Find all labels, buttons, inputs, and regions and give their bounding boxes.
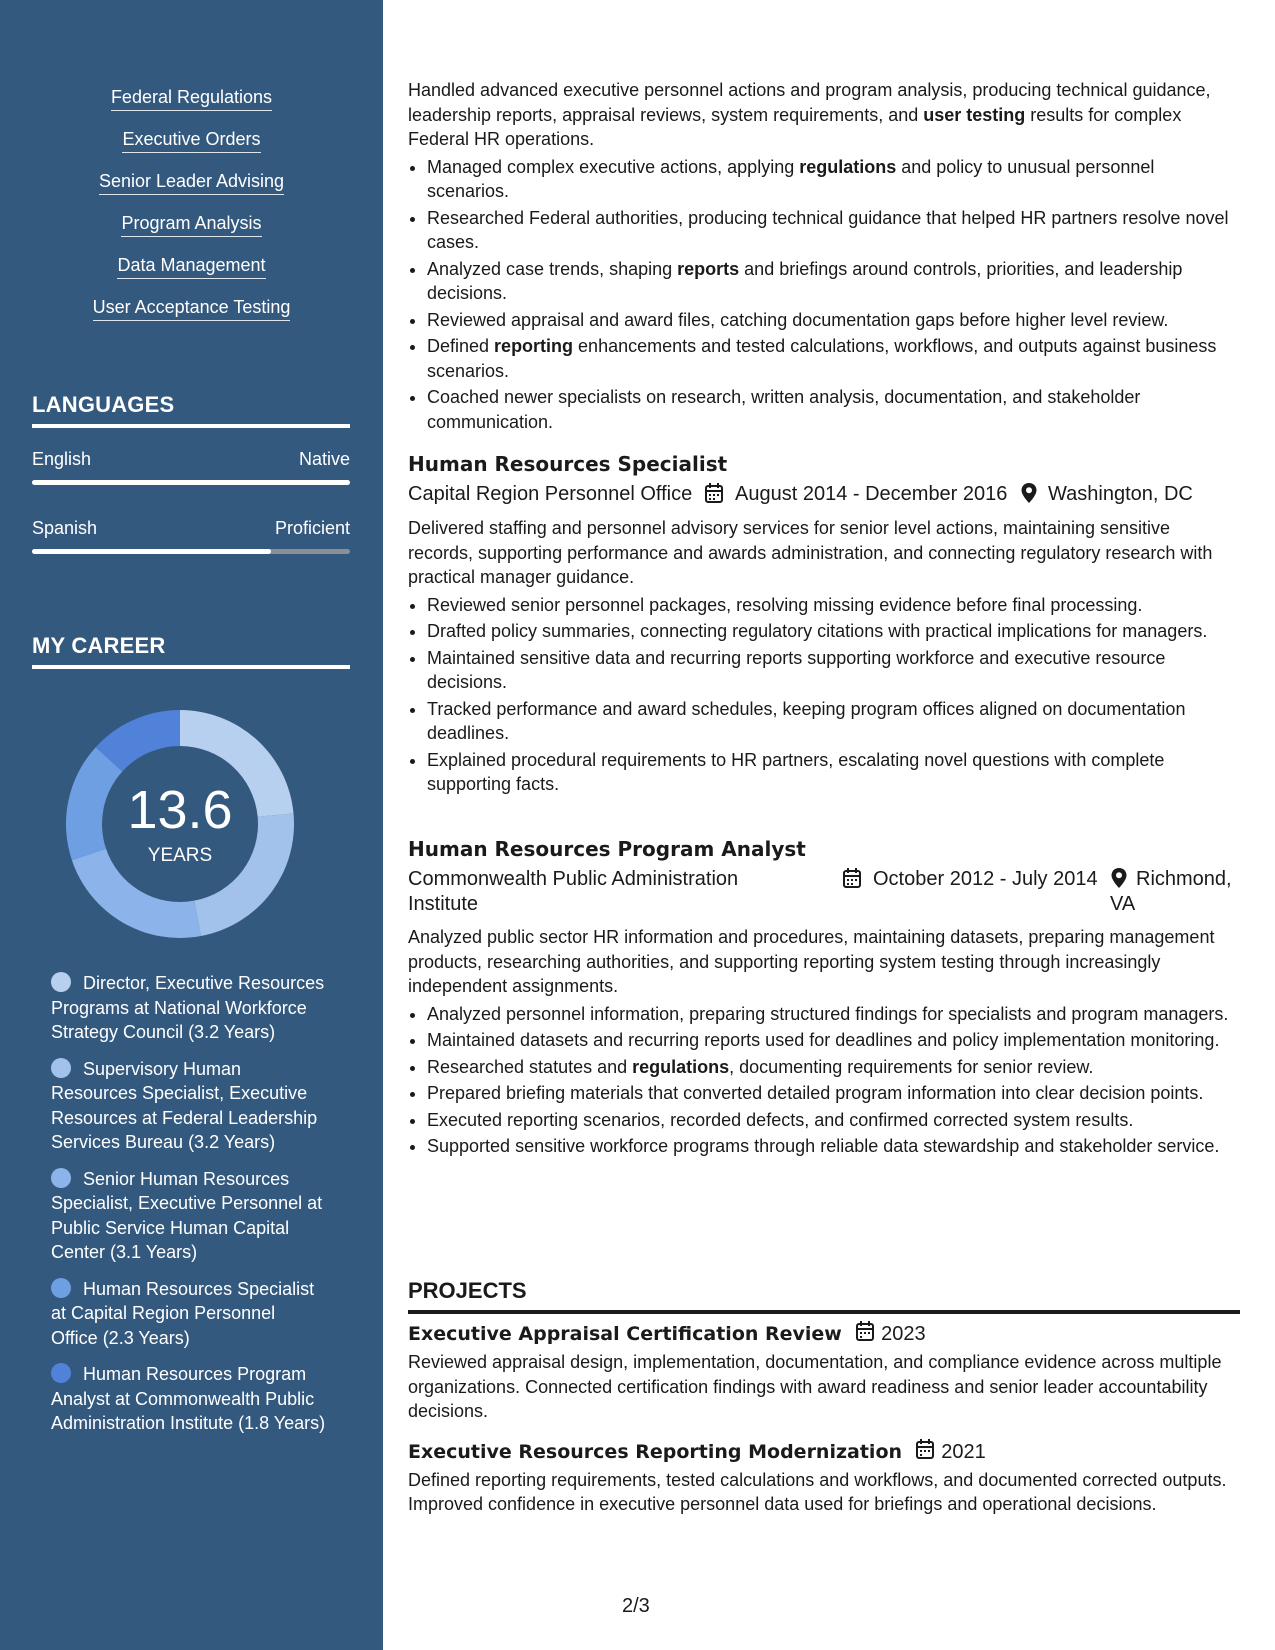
job-dates: October 2012 - July 2014 <box>873 868 1098 890</box>
job-location: Washington, DC <box>1048 483 1193 505</box>
job-section <box>408 450 1240 799</box>
calendar-icon <box>704 482 724 511</box>
job-bullets <box>408 1002 1240 1159</box>
career-legend-text: Senior Human Resources Specialist, Executive Personnel at Public Service Human Capital Center (3.1 Years) <box>51 1168 323 1262</box>
project-title: Executive Appraisal Certification Review <box>408 1323 842 1345</box>
calendar-icon <box>842 867 862 896</box>
intro-bullets <box>408 155 1240 435</box>
skill-link[interactable]: User Acceptance Testing <box>93 296 291 321</box>
skill-link[interactable]: Federal Regulations <box>111 86 272 111</box>
job-organization: Commonwealth Public Administration <box>408 868 739 890</box>
career-legend-text: Supervisory Human Resources Specialist, Executive Resources at Federal Leadership Services Bureau (3.2 Years) <box>51 1058 318 1152</box>
career-legend-item <box>51 971 326 1045</box>
project-year: 2021 <box>941 1440 986 1463</box>
intro-summary: Handled advanced executive personnel actions and program analysis, producing technical guidance, leadership reports, appraisal reviews, system requirements, and user testing results for complex Federal HR operations. <box>408 80 1211 149</box>
legend-dot <box>51 1058 71 1078</box>
language-name: English <box>32 449 92 469</box>
list-item: • Executed reporting scenarios, recorded defects, and confirmed corrected system results. <box>427 1108 1240 1133</box>
location-pin-icon <box>1020 482 1038 511</box>
list-item: • Researched Federal authorities, producing technical guidance that helped HR partners resolve novel cases. <box>427 206 1240 255</box>
project-item <box>408 1438 1240 1517</box>
legend-dot <box>51 972 71 992</box>
intro-section <box>408 78 1240 436</box>
language-level: Native <box>298 449 350 469</box>
job-meta <box>408 481 1240 509</box>
list-item: • Managed complex executive actions, applying regulations and policy to unusual personnel scenarios. <box>427 155 1240 204</box>
language-name: Spanish <box>32 518 98 538</box>
calendar-icon <box>915 1438 935 1468</box>
page-number: 2/3 <box>622 1595 650 1617</box>
list-item: • Defined reporting enhancements and tested calculations, workflows, and outputs against business scenarios. <box>427 334 1240 383</box>
job-location: Richmond, <box>1136 868 1232 890</box>
career-legend-item <box>51 1277 326 1351</box>
job-section <box>408 835 1240 1161</box>
career-legend-item <box>51 1167 326 1265</box>
language-bar <box>32 549 350 554</box>
list-item: • Drafted policy summaries, connecting regulatory citations with practical implications for managers. <box>427 619 1240 644</box>
language-bar-fill <box>32 480 350 485</box>
language-bar-fill <box>32 549 271 554</box>
project-description: Reviewed appraisal design, implementation, documentation, and compliance evidence across multiple organizations. Connected certification findings with award readiness and senior leader accountability decisions. <box>408 1352 1222 1421</box>
language-level: Proficient <box>274 518 350 538</box>
list-item: • Reviewed appraisal and award files, catching documentation gaps before higher level review. <box>427 308 1240 333</box>
legend-dot <box>51 1278 71 1298</box>
list-item: • Researched statutes and regulations, documenting requirements for senior review. <box>427 1055 1240 1080</box>
sidebar <box>0 0 383 1650</box>
job-title: Human Resources Program Analyst <box>408 837 806 861</box>
list-item: • Coached newer specialists on research, written analysis, documentation, and stakeholder communication. <box>427 385 1240 434</box>
list-item: • Tracked performance and award schedules, keeping program offices aligned on documentation deadlines. <box>427 697 1240 746</box>
calendar-icon <box>855 1320 875 1350</box>
project-header <box>408 1320 1240 1350</box>
list-item: • Analyzed case trends, shaping reports and briefings around controls, priorities, and leadership decisions. <box>427 257 1240 306</box>
skill-link[interactable]: Executive Orders <box>122 128 260 153</box>
skill-link[interactable]: Senior Leader Advising <box>99 170 284 195</box>
list-item: • Analyzed personnel information, preparing structured findings for specialists and program managers. <box>427 1002 1240 1027</box>
skill-link[interactable]: Data Management <box>117 254 265 279</box>
project-item <box>408 1320 1240 1424</box>
job-summary: Delivered staffing and personnel advisory services for senior level actions, maintaining sensitive records, supporting performance and awards administration, and connecting regulatory research with practical manager guidance. <box>408 518 1213 587</box>
legend-dot <box>51 1168 71 1188</box>
career-legend-text: Human Resources Specialist at Capital Region Personnel Office (2.3 Years) <box>51 1278 315 1348</box>
career-total-years: 13.6 <box>127 780 233 840</box>
main-content <box>408 0 1240 1650</box>
career-legend-text: Human Resources Program Analyst at Commonwealth Public Administration Institute (1.8 Years) <box>51 1364 326 1433</box>
job-bullets <box>408 593 1240 797</box>
job-location-cont: VA <box>1110 893 1136 915</box>
job-dates: August 2014 - December 2016 <box>735 483 1008 505</box>
project-title: Executive Resources Reporting Modernization <box>408 1440 903 1463</box>
career-legend-item <box>51 1362 326 1436</box>
list-item: • Supported sensitive workforce programs through reliable data stewardship and stakeholder service. <box>427 1134 1240 1159</box>
job-summary: Analyzed public sector HR information and procedures, maintaining datasets, preparing management products, researching authorities, and supporting reporting system testing through increasingly independent assignments. <box>408 927 1215 996</box>
languages-heading: LANGUAGES <box>32 392 350 428</box>
job-title: Human Resources Specialist <box>408 452 728 476</box>
job-meta <box>408 866 1240 918</box>
list-item: • Prepared briefing materials that converted detailed program information into clear decision points. <box>427 1081 1240 1106</box>
career-heading: MY CAREER <box>32 633 350 669</box>
list-item: • Reviewed senior personnel packages, resolving missing evidence before final processing. <box>427 593 1240 618</box>
career-legend <box>51 971 326 1448</box>
career-total-unit: YEARS <box>147 845 213 866</box>
skills-list <box>0 86 383 338</box>
job-organization-cont: Institute <box>408 893 479 915</box>
projects-section <box>408 1278 1240 1517</box>
list-item: • Explained procedural requirements to HR partners, escalating novel questions with complete supporting facts. <box>427 748 1240 797</box>
project-description: Defined reporting requirements, tested calculations and workflows, and documented corrected outputs. Improved confidence in executive personnel data used for briefings and operational decisions. <box>408 1469 1227 1514</box>
project-header <box>408 1438 1240 1468</box>
legend-dot <box>51 1363 71 1383</box>
list-item: • Maintained datasets and recurring reports used for deadlines and policy implementation monitoring. <box>427 1028 1240 1053</box>
job-organization: Capital Region Personnel Office <box>408 483 693 505</box>
project-year: 2023 <box>881 1323 926 1345</box>
skill-link[interactable]: Program Analysis <box>121 212 261 237</box>
projects-heading: PROJECTS <box>408 1278 1240 1314</box>
career-legend-item <box>51 1057 326 1155</box>
career-legend-text: Director, Executive Resources Programs at National Workforce Strategy Council (3.2 Years) <box>51 973 325 1042</box>
list-item: • Maintained sensitive data and recurring reports supporting workforce and executive resource decisions. <box>427 646 1240 695</box>
language-bar <box>32 480 350 485</box>
